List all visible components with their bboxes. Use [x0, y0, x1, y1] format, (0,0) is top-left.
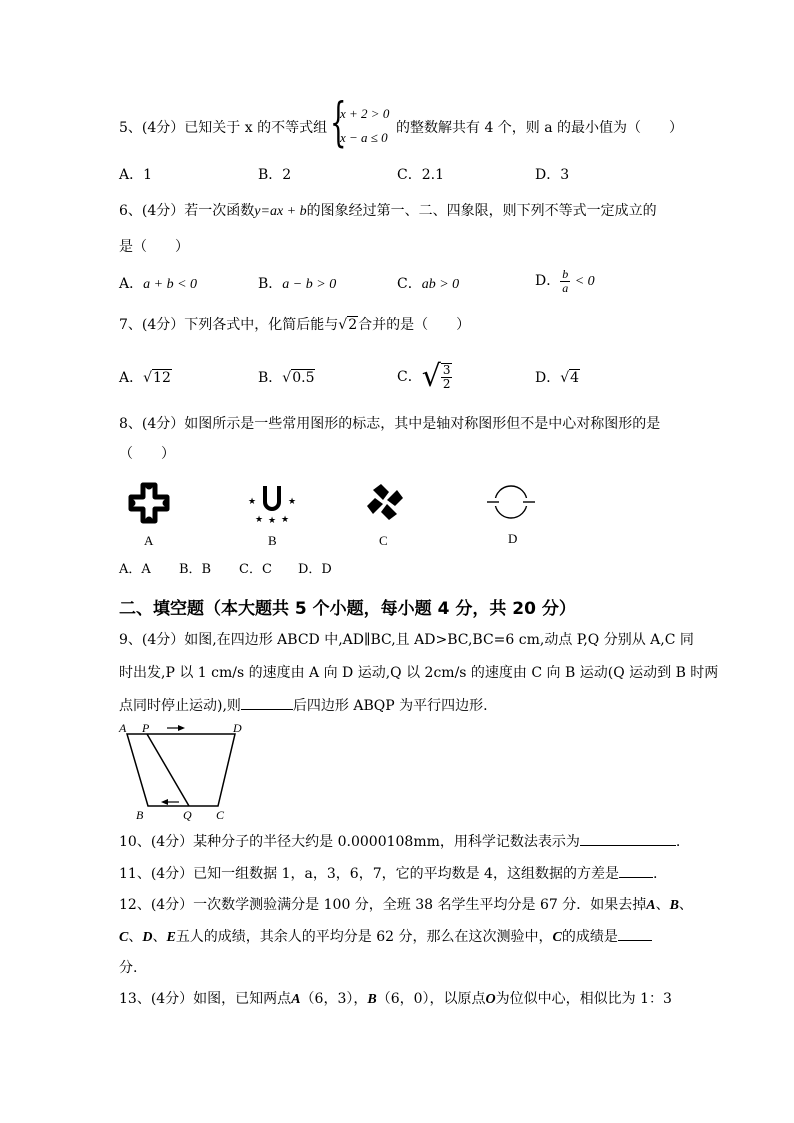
logo-a-cross-icon — [129, 483, 170, 524]
q12-answer-blank[interactable] — [618, 940, 652, 941]
q9-line1: 9、(4分）如图,在四边形 ABCD 中,AD∥BC,且 AD>BC,BC=6 cm,动点 P,Q 分别从 A,C 同 — [119, 632, 694, 648]
q12-line2 — [119, 928, 652, 947]
q8-option-a: A．A — [119, 562, 151, 577]
q7-option-b — [258, 369, 315, 387]
q13-pre: 13、(4分）如图，已知两点 — [119, 991, 292, 1007]
q12-c2: C — [552, 930, 562, 945]
q7-sqrt — [338, 316, 358, 334]
q7-line — [119, 316, 470, 334]
q13-post: 为位似中心，相似比为 1：3 — [495, 991, 672, 1007]
fraction-numerator: b — [562, 266, 569, 281]
q6-option-d-label: D． — [535, 273, 561, 289]
q6-formula: y=ax + b — [254, 204, 307, 219]
q12-c: C — [119, 930, 129, 945]
q12-b: B — [669, 898, 679, 913]
q6-line1-post: 的图象经过第一、二、四象限，则下列不等式一定成立的 — [306, 203, 657, 219]
svg-text:★: ★ — [268, 516, 277, 526]
q5-option-d: D．3 — [535, 167, 570, 183]
q11-line — [119, 865, 657, 883]
q7-option-b-radicand: 0.5 — [292, 370, 315, 386]
q6-option-a — [119, 275, 197, 294]
svg-text:★: ★ — [281, 515, 290, 525]
sqrt-icon: √ — [282, 370, 292, 386]
q9-line3 — [119, 697, 488, 715]
q10-answer-blank[interactable] — [580, 845, 676, 846]
brace-icon: { — [330, 93, 347, 153]
q6-option-a-label: A． — [119, 276, 144, 292]
q6-option-d — [535, 266, 595, 297]
q11-post: . — [652, 866, 658, 882]
sqrt-icon: √ — [421, 359, 441, 394]
q6-option-b — [258, 275, 336, 294]
q12-line2-mid: 五人的成绩，其余人的平均分是 62 分，那么在这次测验中， — [175, 929, 553, 945]
q11-pre: 11、(4分）已知一组数据 1，a，3，6，7，它的平均数是 4，这组数据的方差是 — [119, 866, 619, 882]
q8-option-d: D．D — [298, 562, 332, 577]
q9-label-d: D — [233, 721, 242, 735]
q5-prefix: 5、(4分）已知关于 x 的不等式组 — [119, 120, 328, 136]
logo-d-circle-line-icon — [487, 486, 535, 518]
q8-option-b: B．B — [179, 562, 212, 577]
q12-sep: 、 — [152, 929, 167, 945]
q9-answer-blank[interactable] — [241, 709, 293, 710]
q6-option-d-rel: < 0 — [574, 274, 595, 289]
q9-line3-post: 后四边形 ABQP 为平行四边形. — [292, 698, 488, 714]
q8-figure-label-d: D — [508, 531, 518, 546]
q10-post: . — [675, 834, 681, 850]
q6-line1 — [119, 202, 657, 221]
q7-option-d — [535, 369, 580, 387]
q6-option-b-label: B． — [258, 276, 283, 292]
q7-suffix: 合并的是（ ） — [358, 317, 471, 333]
q9-label-b: B — [136, 808, 144, 822]
q8-figure-label-b: B — [268, 533, 277, 548]
q8-line1: 8、(4分）如图所示是一些常用图形的标志，其中是轴对称图形但不是中心对称图形的是 — [119, 416, 661, 432]
q13-a: A — [291, 992, 301, 1007]
q7-option-d-label: D． — [535, 370, 561, 386]
fraction-denominator: a — [562, 280, 569, 295]
q13-b-coord: （6，0），以原点 — [376, 991, 486, 1007]
q6-option-c-label: C． — [397, 276, 422, 292]
q7-option-a-radicand: 12 — [153, 370, 171, 386]
fraction-denominator: 2 — [442, 377, 451, 391]
q10-line — [119, 833, 680, 851]
q9-trapezoid-figure — [115, 718, 255, 823]
q9-line3-pre: 点同时停止运动),则 — [119, 698, 241, 714]
section-2-title: 二、填空题（本大题共 5 个小题，每小题 4 分，共 20 分） — [119, 599, 576, 619]
q7-prefix: 7、(4分）下列各式中，化简后能与 — [119, 317, 339, 333]
q6-option-c — [397, 275, 459, 294]
q7-option-a — [119, 369, 172, 387]
q5-option-b: B．2 — [258, 167, 292, 183]
q6-option-a-expr: a + b < 0 — [143, 277, 198, 292]
q12-sep: 、 — [128, 929, 143, 945]
q8-figure-label-c: C — [379, 533, 388, 548]
q6-option-d-fraction — [560, 268, 570, 295]
q5-ineq1: x + 2 > 0 — [340, 106, 390, 121]
q11-answer-blank[interactable] — [619, 877, 653, 878]
q7-option-d-radicand: 4 — [570, 370, 580, 386]
q12-line3: 分. — [119, 960, 138, 976]
q13-a-coord: （6，3）， — [300, 991, 368, 1007]
logo-c-pinwheel-icon — [367, 484, 403, 520]
sqrt-icon: √ — [560, 370, 570, 386]
q6-option-b-expr: a − b > 0 — [282, 277, 337, 292]
q13-b: B — [367, 992, 377, 1007]
sqrt-icon: √ — [143, 370, 153, 386]
q7-radicand: 2 — [348, 317, 358, 333]
q6-line2: 是（ ） — [119, 239, 189, 255]
q7-option-c-label: C． — [397, 369, 422, 385]
q12-a: A — [646, 898, 656, 913]
q7-option-a-label: A． — [119, 370, 144, 386]
q7-option-c — [397, 354, 452, 400]
q9-label-a: A — [119, 721, 127, 735]
q5-suffix: 的整数解共有 4 个，则 a 的最小值为（ ） — [396, 120, 684, 136]
q10-pre: 10、(4分）某种分子的半径大约是 0.0000108mm，用科学记数法表示为 — [119, 834, 580, 850]
fraction-numerator: 3 — [442, 363, 451, 377]
q12-d: D — [142, 930, 153, 945]
svg-text:★: ★ — [255, 515, 264, 525]
q9-line2: 时出发,P 以 1 cm/s 的速度由 A 向 D 运动,Q 以 2cm/s 的速度由 C 向 B 运动(Q 运动到 B 时两 — [119, 665, 719, 681]
q12-sep: 、 — [655, 897, 670, 913]
svg-text:★: ★ — [288, 497, 297, 507]
q8-figure-label-a: A — [144, 533, 154, 548]
q8-line2: （ ） — [119, 446, 175, 462]
sqrt-icon: √ — [338, 317, 348, 333]
q6-option-c-expr: ab > 0 — [421, 277, 460, 292]
q8-option-c: C．C — [239, 562, 272, 577]
q5-option-a: A．1 — [119, 167, 153, 183]
q12-sep: 、 — [678, 897, 693, 913]
q5-option-c: C．2.1 — [397, 167, 444, 183]
q13-line — [119, 990, 672, 1009]
q13-o: O — [485, 992, 496, 1007]
q12-line1 — [119, 896, 693, 915]
q7-option-c-fraction — [441, 363, 453, 391]
q12-line2-post: 的成绩是 — [561, 929, 618, 945]
q7-option-b-label: B． — [258, 370, 283, 386]
q6-prefix: 6、(4分）若一次函数 — [119, 203, 255, 219]
q12-e: E — [166, 930, 176, 945]
logo-b-magnet-icon — [248, 486, 296, 526]
svg-text:★: ★ — [248, 497, 257, 507]
q9-label-p: P — [142, 721, 150, 735]
q9-label-c: C — [216, 808, 225, 822]
q12-line1-pre: 12、(4分）一次数学测验满分是 100 分，全班 38 名学生平均分是 67 分．如果去掉 — [119, 897, 647, 913]
q5-ineq2: x − a ≤ 0 — [340, 130, 388, 145]
q9-label-q: Q — [183, 808, 192, 822]
